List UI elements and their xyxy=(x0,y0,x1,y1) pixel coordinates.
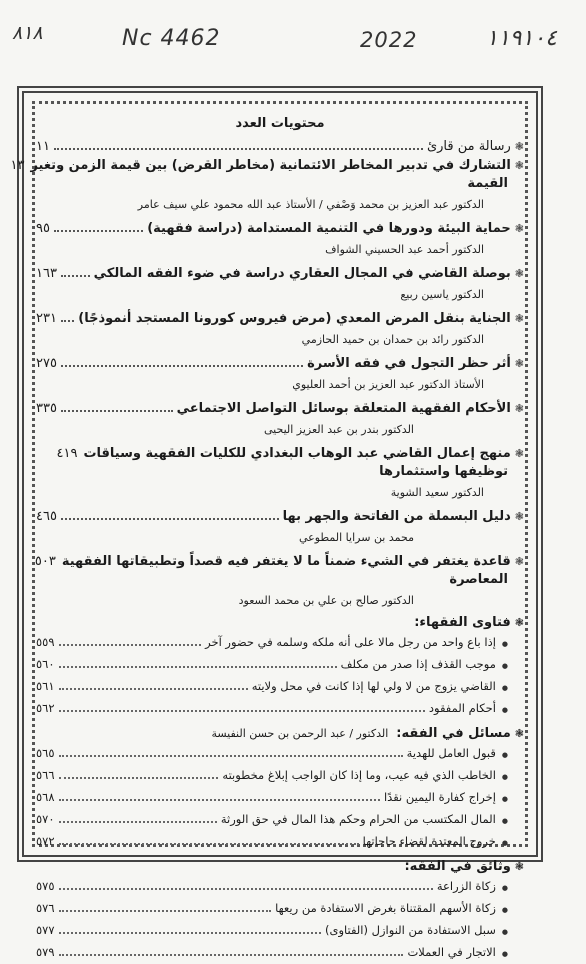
item-page-number: ٥٦٨ xyxy=(36,790,55,804)
dot-leader xyxy=(54,230,143,232)
dot-bullet-icon: ● xyxy=(501,928,508,936)
article-author: الدكتور سعيد الشوية xyxy=(390,486,484,499)
article-title-cont-text: القيمة xyxy=(467,176,508,191)
item-title: الخاطب الذي فيه عيب، وما إذا كان الواجب إبلاغ مخطوبته xyxy=(222,768,496,782)
dot-leader xyxy=(59,954,404,956)
article-page-number: ٥٠٣ xyxy=(34,554,56,569)
item-title: إذا باع واحد من رجل مالا على أنه ملكه وسلمه في حضور آخر xyxy=(205,635,496,649)
article-title: منهج إعمال القاضي عبد الوهاب البغدادي للكليات الفقهية وسياقات xyxy=(83,446,511,461)
article-title-row xyxy=(36,309,524,328)
article-entry xyxy=(36,309,524,348)
list-item xyxy=(36,654,524,676)
list-item xyxy=(36,676,524,698)
article-title-continuation xyxy=(36,571,524,589)
dot-leader xyxy=(61,275,90,277)
flower-bullet-icon: ❃ xyxy=(514,402,524,415)
article-title-row xyxy=(36,552,524,571)
article-title-continuation xyxy=(36,463,524,481)
article-page-number: ١١ xyxy=(36,139,50,154)
article-title: الجناية بنقل المرض المعدي (مرض فيروس كورونا المستجد أنموذجًا) xyxy=(78,311,511,326)
item-title: موجب القذف إذا صدر من مكلف xyxy=(340,657,496,671)
dot-leader xyxy=(59,644,202,646)
masail-section-heading xyxy=(36,726,524,741)
list-item xyxy=(36,765,524,787)
dot-leader xyxy=(59,821,217,823)
article-author: الدكتور عبد العزيز بن محمد وَصْفي / الأستاذ عبد الله محمود علي سيف عامر xyxy=(137,198,484,211)
article-author: الدكتور صالح بن علي بن محمد السعود xyxy=(238,594,414,607)
item-page-number: ٥٦١ xyxy=(36,679,55,693)
article-entry xyxy=(36,137,524,156)
flower-bullet-icon: ❃ xyxy=(514,267,524,280)
handwritten-year: 2022 xyxy=(360,28,418,52)
article-title: حماية البيئة ودورها في التنمية المستدامة (دراسة فقهية) xyxy=(147,221,511,236)
dot-bullet-icon: ● xyxy=(501,950,508,958)
item-title: الاتجار في العملات xyxy=(407,945,496,959)
dot-bullet-icon: ● xyxy=(501,773,508,781)
fatawa-heading-text: فتاوى الفقهاء: xyxy=(414,615,511,630)
article-author: الدكتور أحمد عبد الحسيني الشواف xyxy=(325,243,484,256)
item-page-number: ٥٧٢ xyxy=(36,834,55,848)
item-title: زكاة الأسهم المقتناة بغرض الاستفادة من ريعها xyxy=(275,901,496,915)
article-title-row xyxy=(36,137,524,156)
list-item xyxy=(36,809,524,831)
flower-bullet-icon: ❃ xyxy=(514,357,524,370)
flower-bullet-icon: ❃ xyxy=(514,727,524,740)
article-title: أثر حظر التجول في فقه الأسرة xyxy=(307,356,511,371)
dot-bullet-icon: ● xyxy=(501,839,508,847)
article-entry xyxy=(36,219,524,258)
flower-bullet-icon: ❃ xyxy=(514,510,524,523)
dot-leader xyxy=(54,148,423,150)
table-of-contents xyxy=(10,110,524,964)
dot-leader xyxy=(59,910,272,912)
dot-leader xyxy=(61,410,173,412)
dot-bullet-icon: ● xyxy=(501,884,508,892)
article-title: بوصلة القاضي في المجال العقاري دراسة في ضوء الفقه المالكي xyxy=(93,266,511,281)
flower-bullet-icon: ❃ xyxy=(514,616,524,629)
item-page-number: ٥٧٠ xyxy=(36,812,55,826)
articles-list xyxy=(10,137,524,609)
article-entry xyxy=(36,444,524,501)
wathaiq-section-heading xyxy=(36,859,524,874)
article-author: محمد بن سرايا المطوعي xyxy=(298,531,414,544)
dot-leader xyxy=(61,518,279,520)
item-title: زكاة الزراعة xyxy=(436,879,496,893)
flower-bullet-icon: ❃ xyxy=(514,860,524,873)
article-title: دليل البسملة من الفاتحة والجهر بها xyxy=(282,509,511,524)
flower-bullet-icon: ❃ xyxy=(514,447,524,460)
flower-bullet-icon: ❃ xyxy=(514,222,524,235)
article-entry xyxy=(36,507,524,546)
dot-bullet-icon: ● xyxy=(501,640,508,648)
item-page-number: ٥٧٦ xyxy=(36,901,55,915)
list-item xyxy=(36,743,524,765)
item-page-number: ٥٧٧ xyxy=(36,923,55,937)
dot-leader xyxy=(59,932,321,934)
article-entry xyxy=(36,399,524,438)
dot-leader xyxy=(59,755,403,757)
item-title: خروج المعتدة لقضاء حاجاتها xyxy=(362,834,496,848)
dot-bullet-icon: ● xyxy=(501,817,508,825)
article-title-row xyxy=(36,507,524,526)
dot-leader xyxy=(59,888,433,890)
article-entry xyxy=(36,264,524,303)
list-item xyxy=(36,632,524,654)
article-author: الدكتور بندر بن عبد العزيز اليحيى xyxy=(263,423,414,436)
article-author: الدكتور ياسين ربيع xyxy=(400,288,484,301)
article-author: الدكتور رائد بن حمدان بن حميد الحازمي xyxy=(301,333,484,346)
dot-leader xyxy=(59,777,219,779)
dot-bullet-icon: ● xyxy=(501,706,508,714)
masail-list xyxy=(36,743,524,853)
dot-leader xyxy=(59,799,380,801)
article-entry xyxy=(10,156,524,213)
flower-bullet-icon: ❃ xyxy=(514,140,524,153)
article-page-number: ١٦٣ xyxy=(36,266,57,281)
item-page-number: ٥٧٩ xyxy=(36,945,55,959)
list-item xyxy=(36,831,524,853)
fatawa-section-heading xyxy=(36,615,524,630)
list-item xyxy=(36,920,524,942)
item-page-number: ٥٥٩ xyxy=(36,635,55,649)
article-title-row xyxy=(36,219,524,238)
dot-leader xyxy=(61,320,74,322)
item-page-number: ٥٦٢ xyxy=(36,701,55,715)
article-page-number: ٩٥ xyxy=(36,221,50,236)
dot-leader xyxy=(59,710,425,712)
item-page-number: ٥٦٠ xyxy=(36,657,55,671)
article-title-row xyxy=(36,444,524,463)
article-title: التشارك في تدبير المخاطر الائتمانية (مخاطر القرض) بين قيمة الزمن وتغير xyxy=(30,158,511,173)
article-entry xyxy=(36,354,524,393)
dot-leader xyxy=(61,365,303,367)
dot-leader xyxy=(59,666,337,668)
item-title: المال المكتسب من الحرام وحكم هذا المال في حق الورثة xyxy=(220,812,496,826)
dot-bullet-icon: ● xyxy=(501,751,508,759)
article-title-row xyxy=(36,354,524,373)
article-title-row xyxy=(36,264,524,283)
flower-bullet-icon: ❃ xyxy=(514,159,524,172)
article-title-row xyxy=(10,156,524,175)
handwritten-page-number: ٨١٨ xyxy=(12,22,43,44)
list-item xyxy=(36,898,524,920)
masail-author: الدكتور / عبد الرحمن بن حسن النفيسة xyxy=(211,727,389,740)
fatawa-list xyxy=(36,632,524,720)
item-page-number: ٥٧٥ xyxy=(36,879,55,893)
list-item xyxy=(36,876,524,898)
article-title: الأحكام الفقهية المتعلقة بوسائل التواصل الاجتماعي xyxy=(176,401,511,416)
article-author: الأستاذ الدكتور عبد العزيز بن أحمد العليوي xyxy=(292,378,484,391)
dot-leader xyxy=(59,843,359,845)
article-page-number: ٢٧٥ xyxy=(36,356,57,371)
article-title-continuation xyxy=(36,175,524,193)
article-entry xyxy=(36,552,524,609)
dot-bullet-icon: ● xyxy=(501,795,508,803)
wathaiq-heading-text: وثائق في الفقه: xyxy=(404,859,511,874)
item-title: أحكام المفقود xyxy=(428,701,496,715)
article-page-number: ٤٦٥ xyxy=(36,509,57,524)
flower-bullet-icon: ❃ xyxy=(514,555,524,568)
article-page-number: ٤١٩ xyxy=(56,446,78,461)
item-title: إخراج كفارة اليمين نقدًا xyxy=(383,790,496,804)
article-title-row xyxy=(36,399,524,418)
dot-bullet-icon: ● xyxy=(501,684,508,692)
item-title: سبل الاستفادة من النوازل (الفتاوى) xyxy=(324,923,496,937)
flower-bullet-icon: ❃ xyxy=(514,312,524,325)
wathaiq-list xyxy=(36,876,524,964)
item-title: قبول العامل للهدية xyxy=(406,746,496,760)
dot-bullet-icon: ● xyxy=(501,906,508,914)
dot-bullet-icon: ● xyxy=(501,662,508,670)
list-item xyxy=(36,942,524,964)
handwritten-accession-number: ١١٩١٠٤ xyxy=(486,26,557,51)
article-page-number: ٢٣١ xyxy=(36,311,57,326)
item-title: القاضي يزوج من لا ولي لها إذا كانت في محل ولايته xyxy=(251,679,496,693)
handwritten-code: Nc 4462 xyxy=(122,26,221,51)
list-item xyxy=(36,698,524,720)
article-title-cont-text: المعاصرة xyxy=(449,572,508,587)
masail-heading-text: مسائل في الفقه: xyxy=(396,726,511,741)
article-title: قاعدة يغتفر في الشيء ضمناً ما لا يغتفر فيه قصداً وتطبيقاتها الفقهية xyxy=(61,554,511,569)
item-page-number: ٥٦٦ xyxy=(36,768,55,782)
article-page-number: ١٣ xyxy=(10,158,25,173)
dot-leader xyxy=(59,688,248,690)
article-title: رسالة من قارئ xyxy=(426,139,511,154)
article-page-number: ٣٣٥ xyxy=(36,401,57,416)
article-title-cont-text: توظيفها واستثمارها xyxy=(379,464,508,479)
page-title: محتويات العدد xyxy=(235,116,325,131)
item-page-number: ٥٦٥ xyxy=(36,746,55,760)
list-item xyxy=(36,787,524,809)
